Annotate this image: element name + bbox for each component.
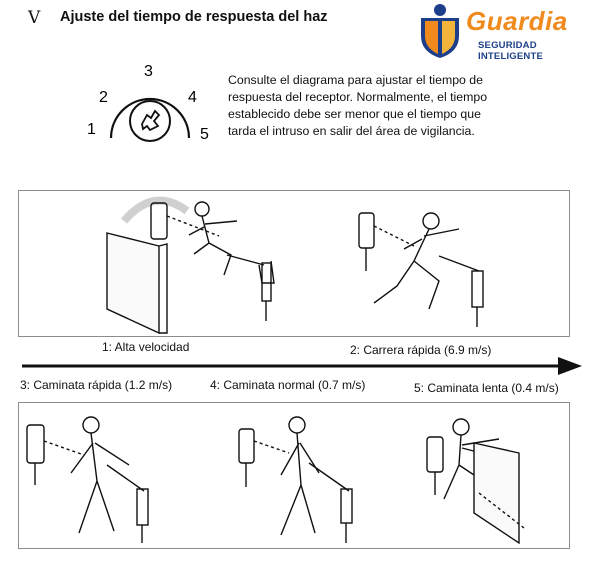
speed-arrow [20, 356, 585, 376]
guardia-logo [416, 2, 576, 60]
description-text: Consulte el diagrama para ajustar el tiempo de respuesta del receptor. Normalmente, el tiempo establecido debe ser menor que el tiempo que tarda el intruso en salir del área de vigilancia. [228, 73, 488, 138]
high-speed-scene [107, 201, 274, 333]
dial-position-5: 5 [200, 126, 209, 143]
fast-walk-scene [27, 417, 148, 543]
slow-walk-scene [427, 419, 524, 543]
speed-label-5: 5: Caminata lenta (0.4 m/s) [414, 381, 559, 395]
section-number: V [28, 8, 41, 28]
dial-position-2: 2 [99, 89, 108, 106]
logo-tagline: SEGURIDAD INTELIGENTE [478, 40, 544, 62]
dial-position-3: 3 [144, 63, 153, 80]
bottom-illustration-panel [18, 402, 570, 549]
speed-label-3: 3: Caminata rápida (1.2 m/s) [20, 378, 173, 392]
shield-icon [416, 2, 466, 60]
response-time-dial [85, 60, 215, 145]
top-illustration-panel [18, 190, 570, 337]
logo-brand: Guardia [466, 6, 568, 36]
speed-label-1: 1: Alta velocidad [102, 340, 190, 354]
normal-walk-scene [239, 417, 352, 543]
speed-label-2: 2: Carrera rápida (6.9 m/s) [350, 343, 492, 357]
running-scene [359, 213, 483, 327]
dial-position-4: 4 [188, 89, 197, 106]
dial-position-1: 1 [87, 121, 96, 138]
speed-label-4: 4: Caminata normal (0.7 m/s) [210, 378, 366, 392]
section-title: Ajuste del tiempo de respuesta del haz [60, 9, 328, 25]
